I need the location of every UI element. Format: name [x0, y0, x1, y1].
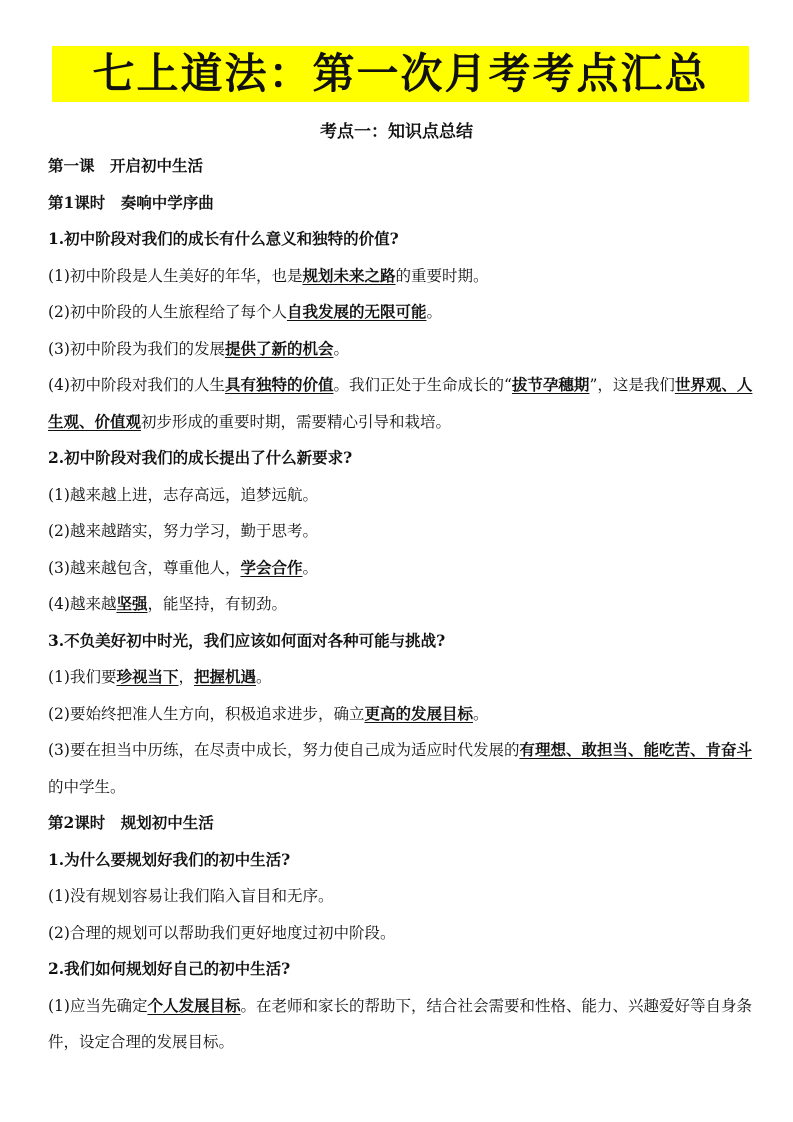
page-banner-title: 七上道法：第一次月考考点汇总	[52, 46, 749, 102]
sec1-q3-answer-1: (1)我们要珍视当下，把握机遇。	[48, 667, 272, 686]
sec1-q1-answer-1: (1)初中阶段是人生美好的年华，也是规划未来之路的重要时期。	[48, 265, 489, 285]
key-term: 规划未来之路	[302, 265, 396, 285]
key-term: 提供了新的机会	[224, 338, 334, 358]
sec1-heading: 第1课时 奏响中学序曲	[48, 192, 214, 212]
key-term: 学会合作	[240, 557, 303, 577]
sec1-q3-question: 3.不负美好初中时光，我们应该如何面对各种可能与挑战?	[48, 630, 446, 650]
sec1-q3-answer-3: (3)要在担当中历练，在尽责中成长，努力使自己成为适应时代发展的有理想、敢担当、能吃苦、肯奋斗的中学生。	[48, 740, 752, 796]
sec2-heading: 第2课时 规划初中生活	[48, 813, 214, 832]
document-body	[48, 148, 760, 1061]
key-term: 珍视当下	[116, 667, 179, 686]
sec1-q2-answer-4: (4)越来越坚强，能坚持，有韧劲。	[48, 594, 287, 613]
key-term: 更高的发展目标	[364, 703, 473, 723]
sec1-q1-question: 1.初中阶段对我们的成长有什么意义和独特的价值?	[48, 229, 399, 248]
sec1-q2-answer-3: (3)越来越包含，尊重他人，学会合作。	[48, 557, 318, 577]
sec1-q1-answer-4: (4)初中阶段对我们的人生具有独特的价值。我们正处于生命成长的“拔节孕穗期”，这是我们世界观、人生观、价值观初步形成的重要时期，需要精心引导和栽培。	[48, 375, 753, 431]
key-term: 把握机遇	[194, 667, 257, 686]
sec2-q1-answer-1: (1)没有规划容易让我们陷入盲目和无序。	[48, 887, 334, 905]
section-subtitle: 考点一：知识点总结	[320, 122, 473, 142]
sec1-q2-answer-2: (2)越来越踏实，努力学习，勤于思考。	[48, 522, 318, 540]
sec1-q3-answer-2: (2)要始终把准人生方向，积极追求进步，确立更高的发展目标。	[48, 703, 489, 723]
sec2-q2-question: 2.我们如何规划好自己的初中生活?	[48, 959, 291, 978]
key-term: 有理想、敢担当、能吃苦、肯奋斗	[519, 740, 752, 759]
key-term: 个人发展目标	[147, 995, 241, 1015]
key-term: 自我发展的无限可能	[286, 302, 427, 321]
key-term: 具有独特的价值	[224, 375, 334, 394]
sec2-q1-question: 1.为什么要规划好我们的初中生活?	[48, 849, 291, 869]
sec1-q1-answer-2: (2)初中阶段的人生旅程给了每个人自我发展的无限可能。	[48, 302, 442, 321]
sec2-q1-answer-2: (2)合理的规划可以帮助我们更好地度过初中阶段。	[48, 923, 396, 942]
lesson-heading: 第一课 开启初中生活	[48, 156, 204, 175]
key-term: 世界观、人生观、价值观	[48, 375, 753, 431]
sec1-q2-answer-1: (1)越来越上进，志存高远，追梦远航。	[48, 485, 318, 504]
key-term: 坚强	[116, 594, 148, 613]
key-term: 拔节孕穗期	[511, 375, 590, 394]
sec2-q2-answer-1: (1)应当先确定个人发展目标。在老师和家长的帮助下，结合社会需要和性格、能力、兴趣爱好等自身条件，设定合理的发展目标。	[48, 995, 752, 1051]
sec1-q2-question: 2.初中阶段对我们的成长提出了什么新要求?	[48, 448, 353, 467]
sec1-q1-answer-3: (3)初中阶段为我们的发展提供了新的机会。	[48, 338, 349, 358]
